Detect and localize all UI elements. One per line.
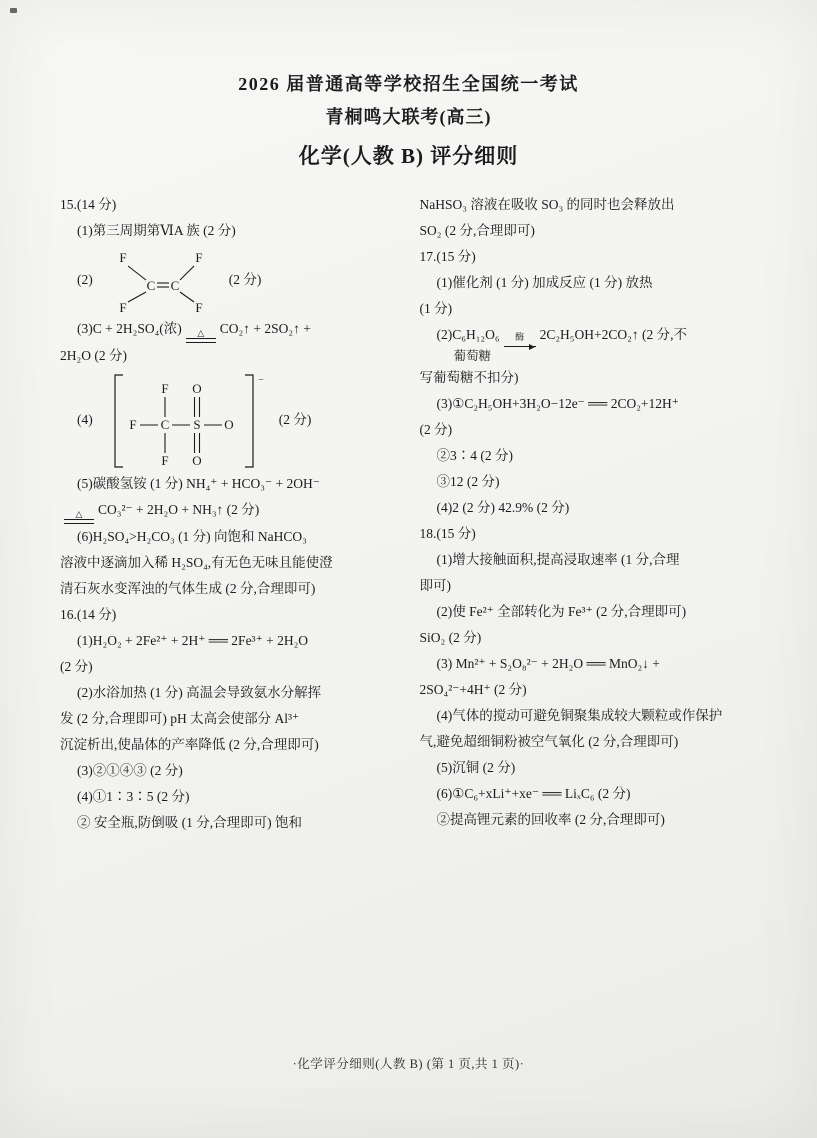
a18-5: (5)沉铜 (2 分) xyxy=(436,760,516,775)
atom-c: C xyxy=(160,417,170,432)
a17-4: (4)2 (2 分) 42.9% (2 分) xyxy=(436,500,570,515)
a18-1-line2: 即可) xyxy=(419,578,451,593)
atom-s: S xyxy=(193,417,201,432)
a15-4-structure-line xyxy=(60,369,398,471)
atom-f: F xyxy=(119,300,127,315)
a18-4-line2: 气,避免超细铜粉被空气氧化 (2 分,合理即可) xyxy=(419,734,679,749)
q15-header: 15.(14 分) xyxy=(60,197,117,212)
atom-o: O xyxy=(224,417,234,432)
a16-4-continuation2: SO₂ (2 分,合理即可) xyxy=(419,223,535,238)
a15-2-score: (2 分) xyxy=(228,272,262,287)
a15-5-line2 xyxy=(60,497,398,524)
atom-f: F xyxy=(161,453,169,468)
a18-3-equation: (3) Mn²⁺ + S₂O₈²⁻ + 2H₂O ══ MnO₂↓ + xyxy=(436,656,660,671)
column-left xyxy=(60,192,398,836)
document-header xyxy=(0,0,817,170)
a17-1-line1: (1)催化剂 (1 分) 加成反应 (1 分) 放热 xyxy=(436,275,653,290)
heated-equals-sign xyxy=(64,509,94,524)
exam-subtitle: 青桐鸣大联考(高三) xyxy=(325,107,492,127)
a17-2-equation xyxy=(420,322,758,348)
glucose-annotation: 葡萄糖 xyxy=(453,349,492,363)
reaction-arrow xyxy=(504,342,536,347)
atom-f: F xyxy=(161,381,169,396)
a17-3-score: (2 分) xyxy=(419,422,453,437)
a16-1-equation: (1)H₂O₂ + 2Fe²⁺ + 2H⁺ ══ 2Fe³⁺ + 2H₂O xyxy=(77,633,309,648)
a18-3-continuation: 2SO₄²⁻+4H⁺ (2 分) xyxy=(419,682,527,697)
a17-1-line2: (1 分) xyxy=(419,301,453,316)
equation-text: (3)C + 2H₂SO₄(浓) xyxy=(77,321,182,336)
atom-f: F xyxy=(119,250,127,265)
a16-4-line2: ② 安全瓶,防倒吸 (1 分,合理即可) 饱和 xyxy=(77,815,302,830)
a17-3-equation: (3)①C₂H₅OH+3H₂O−12e⁻ ══ 2CO₂+12H⁺ xyxy=(436,396,679,411)
a16-2-line1: (2)水浴加热 (1 分) 高温会导致氨水分解挥 xyxy=(77,685,322,700)
a16-3: (3)②①④③ (2 分) xyxy=(77,763,183,778)
enzyme-arrow xyxy=(504,332,536,347)
a16-2-line2: 发 (2 分,合理即可) pH 太高会使部分 Al³⁺ xyxy=(60,711,300,726)
a16-4-line1: (4)①1∶3∶5 (2 分) xyxy=(77,789,190,804)
a16-4-continuation1: NaHSO₃ 溶液在吸收 SO₃ 的同时也会释放出 xyxy=(419,197,675,212)
a18-6-line2: ②提高锂元素的回收率 (2 分,合理即可) xyxy=(436,812,665,827)
a17-3-sub2: ②3∶4 (2 分) xyxy=(436,448,513,463)
atom-o: O xyxy=(192,453,202,468)
a15-6-line3: 清石灰水变浑浊的气体生成 (2 分,合理即可) xyxy=(60,581,316,596)
atom-c: C xyxy=(170,278,180,293)
q16-header: 16.(14 分) xyxy=(60,607,117,622)
negative-charge: − xyxy=(257,375,264,386)
a15-3-continuation: 2H₂O (2 分) xyxy=(60,348,127,363)
equation-text: 2C₂H₅OH+2CO₂↑ (2 分,不 xyxy=(539,327,687,342)
a16-2-line3: 沉淀析出,使晶体的产率降低 (2 分,合理即可) xyxy=(60,737,319,752)
a15-1: (1)第三周期第ⅥA 族 (2 分) xyxy=(77,223,236,238)
q18-header: 18.(15 分) xyxy=(419,526,476,541)
atom-f: F xyxy=(195,300,203,315)
a17-3-sub3: ③12 (2 分) xyxy=(436,474,500,489)
q17-header: 17.(15 分) xyxy=(419,249,476,264)
atom-c: C xyxy=(146,278,156,293)
exam-title: 2026 届普通高等学校招生全国统一考试 xyxy=(238,74,579,94)
a15-4-score: (2 分) xyxy=(278,412,312,427)
atom-o: O xyxy=(192,381,202,396)
atom-f: F xyxy=(129,417,137,432)
subject-title: 化学(人教 B) 评分细则 xyxy=(298,144,519,168)
triflate-structure-diagram xyxy=(103,369,269,471)
enzyme-condition: 酶 xyxy=(515,332,525,342)
scan-artifact xyxy=(10,8,17,13)
a15-6-line2: 溶液中逐滴加入稀 H₂SO₄,有无色无味且能使澄 xyxy=(60,555,333,570)
page-footer: ·化学评分细则(人教 B) (第 1 页,共 1 页)· xyxy=(292,1057,525,1071)
double-line xyxy=(186,338,216,343)
equation-text: CO₂↑ + 2SO₂↑ + xyxy=(219,321,311,336)
a18-1-line1: (1)增大接触面积,提高浸取速率 (1 分,合理 xyxy=(436,552,680,567)
equation-text: (2)C₆H₁₂O₆ xyxy=(436,327,500,342)
two-column-body xyxy=(0,192,817,836)
a15-6-line1: (6)H₂SO₄>H₂CO₃ (1 分) 向饱和 NaHCO₃ xyxy=(77,529,307,544)
a15-4-prefix: (4) xyxy=(77,412,93,427)
heated-equals-sign xyxy=(186,328,216,343)
c2f4-structure-diagram xyxy=(103,244,219,316)
a18-6-equation: (6)①C₆+xLi⁺+xe⁻ ══ LiₓC₆ (2 分) xyxy=(436,786,631,801)
a15-2-structure-line xyxy=(60,244,398,316)
a18-2-line2: SiO₂ (2 分) xyxy=(419,630,482,645)
a15-3-equation xyxy=(60,316,398,343)
column-right xyxy=(420,192,758,836)
equation-text: CO₃²⁻ + 2H₂O + NH₃↑ (2 分) xyxy=(98,502,260,517)
delta-condition: △ xyxy=(75,509,83,519)
a18-2-line1: (2)使 Fe²⁺ 全部转化为 Fe³⁺ (2 分,合理即可) xyxy=(436,604,687,619)
a18-4-line1: (4)气体的搅动可避免铜聚集成较大颗粒或作保护 xyxy=(436,708,723,723)
delta-condition: △ xyxy=(197,328,205,338)
a16-1-score: (2 分) xyxy=(60,659,93,674)
a17-2-continuation: 写葡萄糖不扣分) xyxy=(419,370,519,385)
a15-2-prefix: (2) xyxy=(77,272,93,287)
atom-f: F xyxy=(195,250,203,265)
a15-5-line1: (5)碳酸氢铵 (1 分) NH₄⁺ + HCO₃⁻ + 2OH⁻ xyxy=(77,476,320,491)
